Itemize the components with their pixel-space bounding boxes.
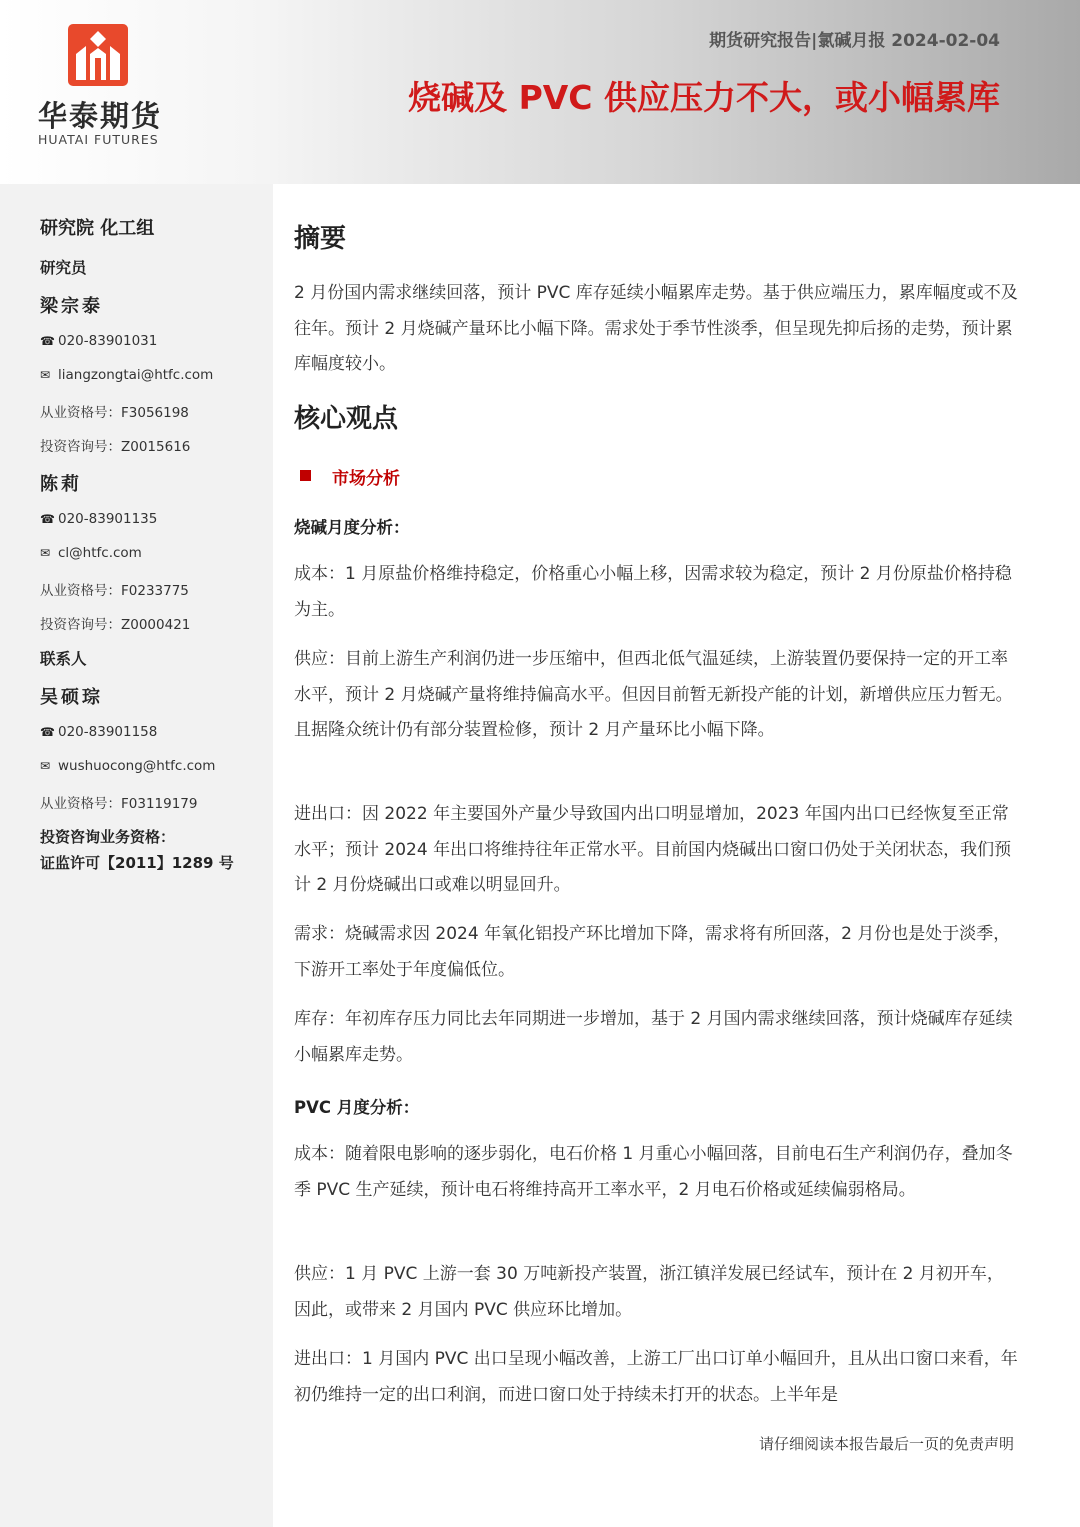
contact-email — [40, 758, 215, 774]
company-logo — [38, 24, 188, 154]
report-title: 烧碱及 PVC 供应压力不大，或小幅累库 — [408, 78, 1000, 117]
analyst-phone — [40, 511, 157, 527]
pvc-supply-paragraph: 供应：1 月 PVC 上游一套 30 万吨新投产装置，浙江镇洋发展已经试车，预计在 2 月初开车，因此，或带来 2 月国内 PVC 供应环比增加。 — [294, 1264, 1004, 1320]
pvc-trade-paragraph: 进出口：1 月国内 PVC 出口呈现小幅改善，上游工厂出口订单小幅回升，且从出口窗口来看，年初仍维持一定的出口利润，而进口窗口处于持续未打开的状态。上半年是 — [294, 1349, 1018, 1405]
analyst-phone-text: 020-83901135 — [58, 511, 158, 527]
core-view-heading: 核心观点 — [294, 404, 399, 434]
analyst-email — [40, 545, 142, 561]
analyst-qualification: 从业资格号：F0233775 — [40, 583, 189, 599]
contact-label: 联系人 — [40, 650, 87, 668]
contact-email-text: wushuocong@htfc.com — [58, 758, 216, 774]
analyst-phone — [40, 333, 157, 349]
research-group: 研究院 化工组 — [40, 218, 155, 239]
caustic-demand-paragraph: 需求：烧碱需求因 2024 年氧化铝投产环比增加下降，需求将有所回落，2 月份也是处于淡季，下游开工率处于年度偏低位。 — [294, 924, 1011, 980]
contact-qualification: 从业资格号：F03119179 — [40, 796, 198, 812]
contact-name: 吴硕琮 — [40, 687, 103, 708]
envelope-icon: ✉ — [40, 368, 51, 382]
cert-label: 投资咨询业务资格： — [40, 828, 176, 846]
analyst-email-text: liangzongtai@htfc.com — [58, 367, 214, 383]
phone-icon: ☎ — [40, 512, 55, 526]
author-sidebar — [0, 184, 273, 1527]
report-header — [0, 0, 1080, 184]
caustic-cost-paragraph: 成本：1 月原盐价格维持稳定，价格重心小幅上移，因需求较为稳定，预计 2 月份原盐价格持稳为主。 — [294, 564, 1012, 620]
pvc-cost-paragraph: 成本：随着限电影响的逐步弱化，电石价格 1 月重心小幅回落，目前电石生产利润仍存，叠加冬季 PVC 生产延续，预计电石将维持高开工率水平，2 月电石价格或延续偏弱格局。 — [294, 1144, 1013, 1200]
caustic-heading: 烧碱月度分析： — [294, 518, 410, 537]
cert-license: 证监许可【2011】1289 号 — [40, 854, 234, 872]
analyst-email-text: cl@htfc.com — [58, 545, 142, 561]
caustic-inventory-paragraph: 库存：年初库存压力同比去年同期进一步增加，基于 2 月国内需求继续回落，预计烧碱库存延续小幅累库走势。 — [294, 1009, 1013, 1065]
section-label-market-analysis: 市场分析 — [332, 469, 400, 489]
huatai-logo-icon — [68, 24, 128, 86]
envelope-icon: ✉ — [40, 546, 51, 560]
envelope-icon: ✉ — [40, 759, 51, 773]
analyst-email — [40, 367, 213, 383]
analyst-phone-text: 020-83901031 — [58, 333, 158, 349]
disclaimer-note: 请仔细阅读本报告最后一页的免责声明 — [758, 1435, 1014, 1453]
logo-chinese-name: 华泰期货 — [38, 99, 163, 133]
contact-phone-text: 020-83901158 — [58, 724, 158, 740]
phone-icon: ☎ — [40, 334, 55, 348]
caustic-supply-paragraph: 供应：目前上游生产利润仍进一步压缩中，但西北低气温延续，上游装置仍要保持一定的开工率水平，预计 2 月烧碱产量将维持偏高水平。但因目前暂无新投产能的计划，新增供应压力暂无。且据隆众统计仍有部分装置检修，预计 2 月产量环比小幅下降。 — [294, 649, 1013, 740]
analyst-name: 梁宗泰 — [40, 296, 103, 317]
analyst-qualification: 从业资格号：F3056198 — [40, 405, 189, 421]
analyst-consult-number: 投资咨询号：Z0000421 — [40, 617, 191, 633]
report-meta: 期货研究报告|氯碱月报 2024-02-04 — [709, 31, 1000, 51]
contact-phone — [40, 724, 157, 740]
researcher-label: 研究员 — [40, 259, 87, 277]
summary-paragraph: 2 月份国内需求继续回落，预计 PVC 库存延续小幅累库走势。基于供应端压力，累库幅度或不及往年。预计 2 月烧碱产量环比小幅下降。需求处于季节性淡季，但呈现先抑后扬的走势，预计累库幅度较小。 — [294, 283, 1018, 374]
summary-heading: 摘要 — [294, 224, 347, 254]
section-bullet-icon — [300, 470, 311, 481]
pvc-heading: PVC 月度分析： — [294, 1098, 420, 1117]
analyst-name: 陈莉 — [40, 474, 82, 495]
analyst-consult-number: 投资咨询号：Z0015616 — [40, 439, 191, 455]
phone-icon: ☎ — [40, 725, 55, 739]
caustic-trade-paragraph: 进出口：因 2022 年主要国外产量少导致国内出口明显增加，2023 年国内出口已经恢复至正常水平；预计 2024 年出口将维持往年正常水平。目前国内烧碱出口窗口仍处于关闭状态，我们预计 2 月份烧碱出口或难以明显回升。 — [294, 804, 1012, 895]
logo-english-name: HUATAI FUTURES — [38, 132, 159, 147]
